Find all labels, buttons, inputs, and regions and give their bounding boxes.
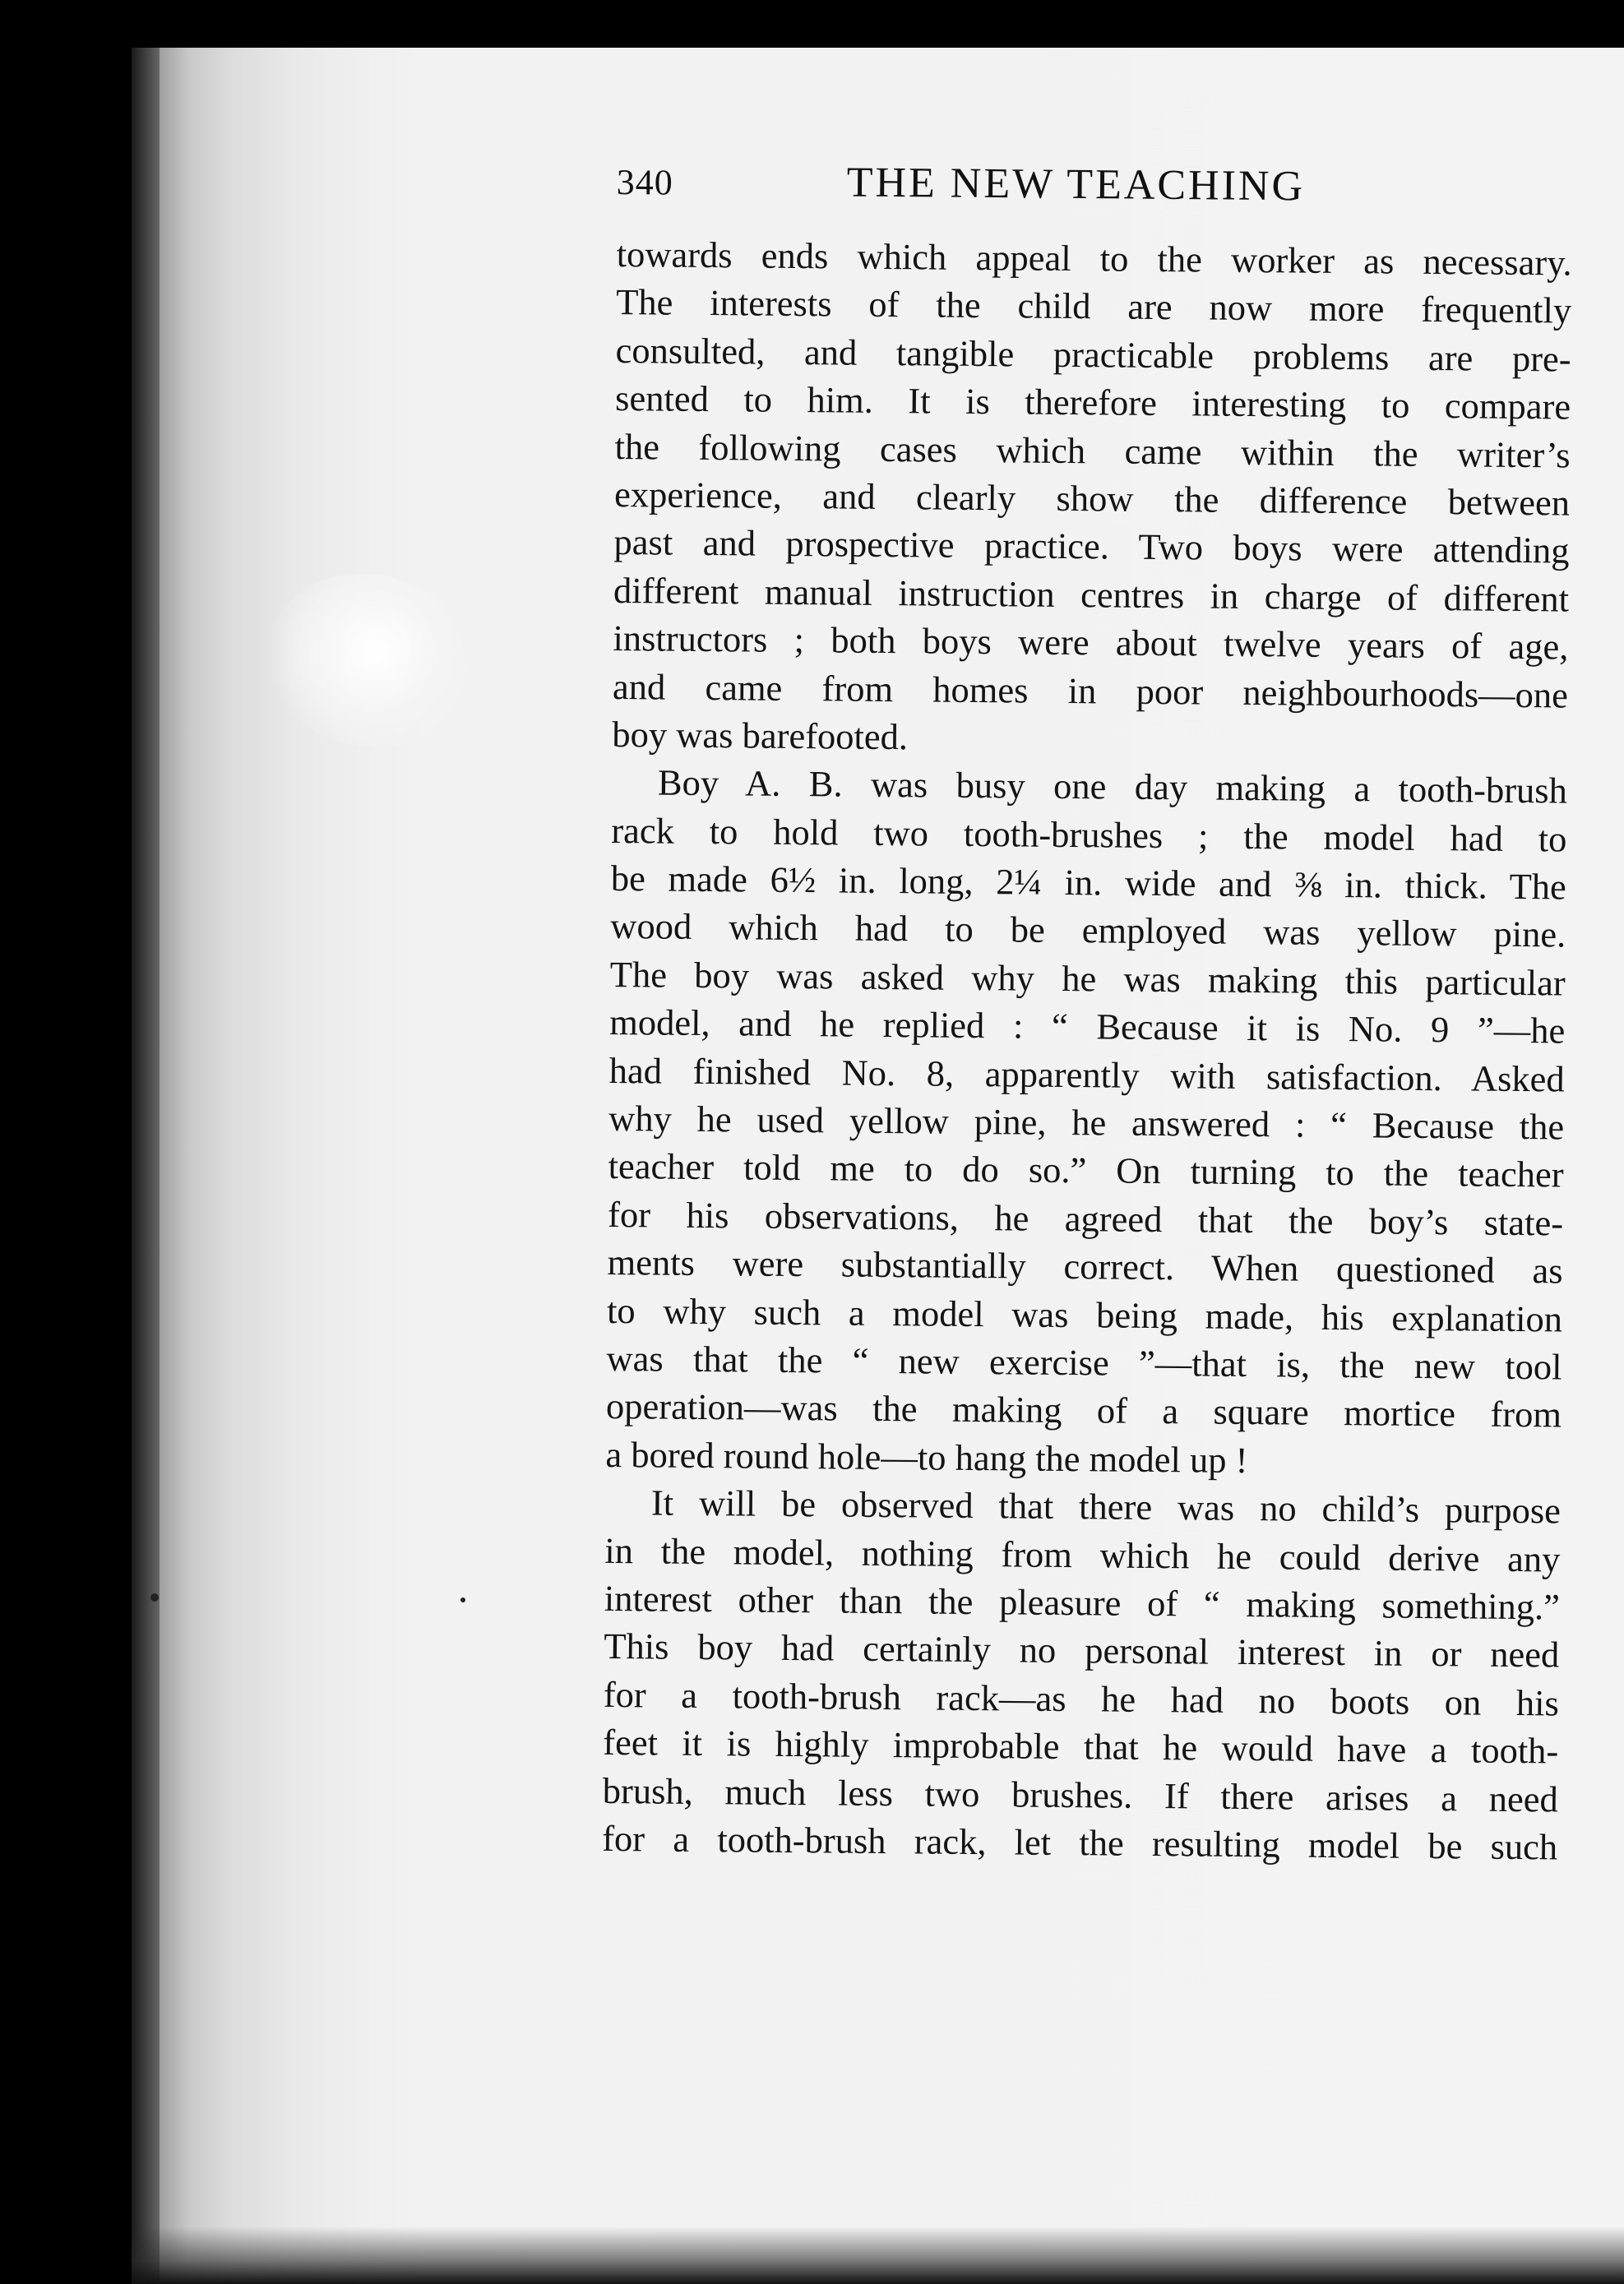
text-line: instructors ; both boys were about twelve years of age,	[613, 617, 1569, 668]
text-line: was that the “ new exercise ”—that is, the new tool	[606, 1337, 1562, 1388]
text-line: The boy was asked why he was making this particular	[609, 953, 1566, 1004]
text-line: had finished No. 8, apparently with satisfaction. Asked	[608, 1049, 1565, 1100]
text-line: model, and he replied : “ Because it is No. 9 ”—he	[609, 1001, 1566, 1052]
text-line: be made 6½ in. long, 2¼ in. wide and ⅜ in. thick. The	[610, 858, 1567, 908]
text-line: for a tooth-brush rack—as he had no boots on his	[603, 1673, 1560, 1724]
text-line: Boy A. B. was busy one day making a tooth-brush	[657, 761, 1568, 811]
text-line: experience, and clearly show the difference between	[613, 473, 1571, 524]
text-line: past and prospective practice. Two boys were attending	[613, 521, 1570, 571]
text-line: different manual instruction centres in charge of different	[613, 569, 1570, 620]
text-line: feet it is highly improbable that he would have a tooth-	[603, 1722, 1559, 1772]
ink-speck	[150, 1593, 159, 1602]
text-line: operation—was the making of a square mortice from	[605, 1385, 1562, 1436]
body-text	[602, 230, 1572, 1871]
text-line: The interests of the child are now more frequently	[615, 281, 1572, 331]
text-line: interest other than the pleasure of “ making something.”	[604, 1577, 1561, 1628]
text-line: brush, much less two brushes. If there arises a need	[602, 1769, 1558, 1819]
text-line: sented to him. It is therefore interesting to compare	[614, 377, 1571, 428]
text-line: ments were substantially correct. When questioned as	[607, 1241, 1563, 1292]
text-line: rack to hold two tooth-brushes ; the model had to	[611, 809, 1567, 860]
text-line: It will be observed that there was no child’s purpose	[650, 1482, 1562, 1532]
text-line: and came from homes in poor neighbourhoods—one	[612, 665, 1569, 716]
text-line: for a tooth-brush rack, let the resulting model be such	[602, 1817, 1558, 1868]
text-line: wood which had to be employed was yellow pine.	[610, 905, 1566, 955]
text-line: teacher told me to do so.” On turning to the teacher	[608, 1145, 1564, 1195]
text-line: for his observations, he agreed that the boy’s state-	[607, 1193, 1564, 1244]
page-number: 340	[616, 161, 673, 203]
page-bottom-shadow	[132, 2226, 1624, 2284]
page-gutter-shadow	[132, 48, 160, 2284]
text-line: boy was barefooted.	[612, 713, 909, 758]
ink-speck	[460, 1597, 465, 1602]
text-line: a bored round hole—to hang the model up !	[605, 1433, 1248, 1481]
text-line: to why such a model was being made, his explanation	[606, 1289, 1563, 1340]
running-title: THE NEW TEACHING	[846, 159, 1306, 210]
page-stain	[267, 574, 465, 747]
text-line: consulted, and tangible practicable problems are pre-	[615, 329, 1571, 380]
text-line: the following cases which came within the writer’s	[614, 425, 1571, 476]
text-line: This boy had certainly no personal interest in or need	[604, 1625, 1560, 1676]
text-line: towards ends which appeal to the worker as necessary.	[616, 233, 1572, 284]
text-line: why he used yellow pine, he answered : “ Because the	[608, 1097, 1565, 1148]
running-head	[616, 156, 1373, 229]
text-line: in the model, nothing from which he could derive any	[604, 1529, 1561, 1580]
